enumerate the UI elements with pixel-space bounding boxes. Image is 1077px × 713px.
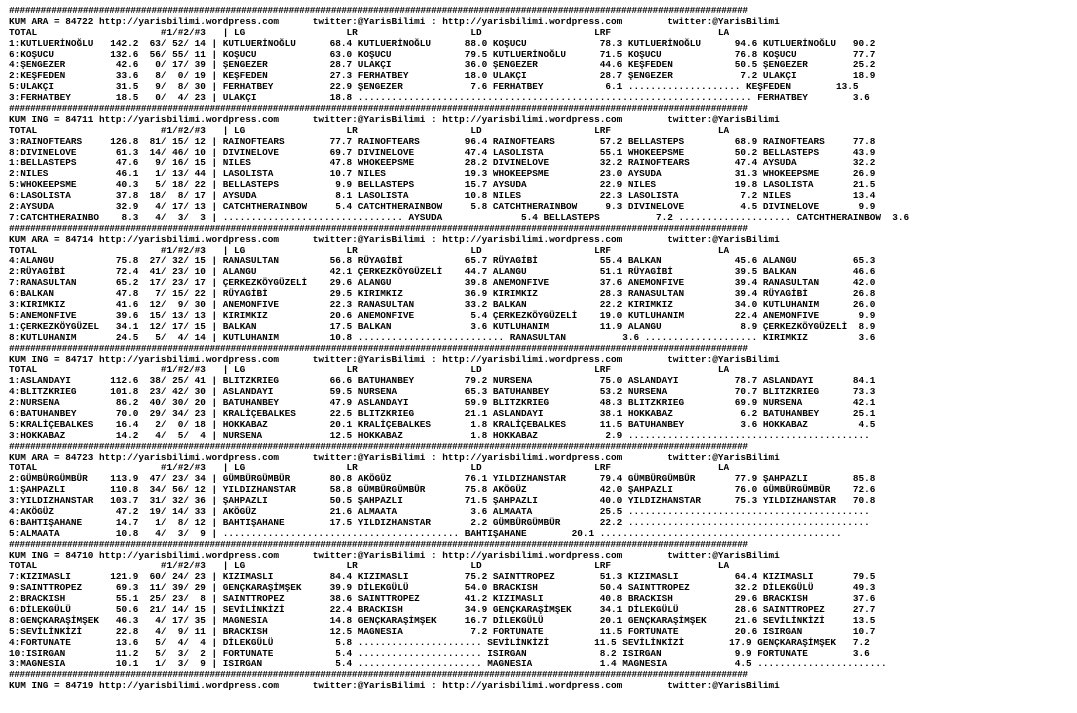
horse-row-line: 3:YILDIZHANSTAR 103.7 31/ 32/ 36 | ŞAHPAZLI 50.5 ŞAHPAZLI 71.5 ŞAHPAZLI 40.0 YILDIZHANSTAR 75.3 YILDIZHANSTAR 70.8 — [9, 495, 876, 507]
horse-row-line: 6:BALKAN 47.8 7/ 15/ 22 | RÜYAGİBİ 29.5 KIRIMKIZ 36.9 KIRIMKIZ 28.3 RANASULTAN 39.4 RÜYAGİBİ 26.8 — [9, 288, 876, 300]
horse-row-line: 2:KEŞFEDEN 33.6 8/ 0/ 19 | KEŞFEDEN 27.3 FERHATBEY 18.0 ULAKÇI 28.7 ŞENGEZER 7.2 ULAKÇI 18.9 — [9, 70, 876, 82]
horse-row-line: 9:SAINTTROPEZ 69.3 11/ 39/ 29 | GENÇKARAŞİMŞEK 39.9 DİLEKGÜLÜ 54.0 BRACKISH 50.4 SAINTTROPEZ 32.2 DİLEKGÜLÜ 49.3 — [9, 582, 876, 594]
horse-row-line: 1:ÇERKEZKÖYGÜZEL 34.1 12/ 17/ 15 | BALKAN 17.5 BALKAN 3.6 KUTLUHANIM 11.9 ALANGU 8.9 ÇERKEZKÖYGÜZELİ 8.9 — [9, 320, 876, 332]
horse-row-line: 3:FERHATBEY 18.5 0/ 4/ 23 | ULAKÇI 18.8 ...................................................................... FERHATBEY 3.6 — [9, 92, 870, 104]
horse-row-line: 5:ALMAATA 10.8 4/ 3/ 9 | .......................................... BAHTIŞAHANE 20.1 ........................................... — [9, 527, 842, 539]
horse-row-line: 10:ISIRGAN 11.2 5/ 3/ 2 | FORTUNATE 5.4 ...................... ISIRGAN 8.2 ISIRGAN 9.9 FORTUNATE 3.6 — [9, 647, 870, 659]
horse-row-line: 2:NILES 46.1 1/ 13/ 44 | LASOLISTA 10.7 NILES 19.3 WHOKEEPSME 23.0 AYSUDA 31.3 WHOKEEPSME 26.9 — [9, 168, 876, 180]
horse-row-line: 1:KUTLUERİNOĞLU 142.2 63/ 52/ 14 | KUTLUERİNOĞLU 68.4 KUTLUERİNOĞLU 88.0 KOŞUCU 78.3 KUTLUERİNOĞLU 94.6 KUTLUERİNOĞLU 90.2 — [9, 37, 876, 49]
race-header-line: KUM ING = 84717 http://yarisbilimi.wordpress.com twitter:@YarisBilimi : http://yarisbilimi.wordpress.com twitter:@YarisBilimi — [9, 353, 780, 365]
horse-row-line: 6:KOŞUCU 132.6 56/ 55/ 11 | KOŞUCU 63.0 KOŞUCU 79.5 KUTLUERİNOĞLU 71.5 KOŞUCU 76.8 KOŞUCU 77.7 — [9, 48, 876, 60]
race-header-line: KUM ING = 84710 http://yarisbilimi.wordpress.com twitter:@YarisBilimi : http://yarisbilimi.wordpress.com twitter:@YarisBilimi — [9, 549, 780, 561]
horse-row-line: 1:ASLANDAYI 112.6 38/ 25/ 41 | BLITZKRIEG 66.6 BATUHANBEY 79.2 NURSENA 75.0 ASLANDAYI 78.7 ASLANDAYI 84.1 — [9, 375, 876, 387]
horse-row-line: 8:GENÇKARAŞİMŞEK 46.3 4/ 17/ 35 | MAGNESIA 14.8 GENÇKARAŞİMŞEK 16.7 DİLEKGÜLÜ 20.1 GENÇKARAŞİMŞEK 21.6 SEVİLİNKİZİ 13.5 — [9, 614, 876, 626]
race-header-line: KUM ARA = 84714 http://yarisbilimi.wordpress.com twitter:@YarisBilimi : http://yarisbilimi.wordpress.com twitter:@YarisBilimi — [9, 233, 780, 245]
horse-row-line: 2:AYSUDA 32.9 4/ 17/ 13 | CATCHTHERAINBOW 5.4 CATCHTHERAINBOW 5.8 CATCHTHERAINBOW 9.3 DIVINELOVE 4.5 DIVINELOVE 9.9 — [9, 201, 876, 213]
separator-line: ############################################################################################################################################ — [9, 538, 748, 550]
horse-row-line: 4:FORTUNATE 13.6 5/ 4/ 4 | DİLEKGÜLÜ 5.8 ...................... SEVİLİNKİZİ 11.5 SEVİLİNKİZİ 17.9 GENÇKARAŞİMŞEK 7.2 — [9, 636, 870, 648]
horse-row-line: 1:ŞAHPAZLI 110.8 34/ 56/ 12 | YILDIZHANSTAR 58.8 GÜMBÜRGÜMBÜR 75.8 AKÖGÜZ 42.0 ŞAHPAZLI 76.0 GÜMBÜRGÜMBÜR 72.6 — [9, 484, 876, 496]
horse-row-line: 7:RANASULTAN 65.2 17/ 23/ 17 | ÇERKEZKÖYGÜZELİ 29.6 ALANGU 39.8 ANEMONFIVE 37.6 ANEMONFIVE 39.4 RANASULTAN 42.0 — [9, 277, 876, 289]
separator-line: ############################################################################################################################################ — [9, 103, 748, 115]
horse-row-line: 2:GÜMBÜRGÜMBÜR 113.9 47/ 23/ 34 | GÜMBÜRGÜMBÜR 80.8 AKÖGÜZ 76.1 YILDIZHANSTAR 79.4 GÜMBÜRGÜMBÜR 77.9 ŞAHPAZLI 85.8 — [9, 473, 876, 485]
horse-row-line: 3:MAGNESIA 10.1 1/ 3/ 9 | ISIRGAN 5.4 ...................... MAGNESIA 1.4 MAGNESIA 4.5 ....................... — [9, 658, 887, 670]
horse-row-line: 8:DIVINELOVE 61.3 14/ 46/ 10 | DIVINELOVE 69.7 DIVINELOVE 47.4 LASOLISTA 55.1 WHOKEEPSME 50.2 BELLASTEPS 43.9 — [9, 146, 876, 158]
horse-row-line: 3:KIRIMKIZ 41.6 12/ 9/ 30 | ANEMONFIVE 22.3 RANASULTAN 33.2 BALKAN 22.2 KIRIMKIZ 34.0 KUTLUHANIM 26.0 — [9, 299, 876, 311]
separator-line: ############################################################################################################################################ — [9, 5, 748, 16]
race-header-line: KUM ING = 84719 http://yarisbilimi.wordpress.com twitter:@YarisBilimi : http://yarisbilimi.wordpress.com twitter:@YarisBilimi — [9, 680, 780, 692]
horse-row-line: 5:ULAKÇI 31.5 9/ 8/ 30 | FERHATBEY 22.9 ŞENGEZER 7.6 FERHATBEY 6.1 .................... KEŞFEDEN 13.5 — [9, 81, 859, 93]
column-header-line: TOTAL #1/#2/#3 | LG LR LD LRF LA — [9, 462, 730, 474]
horse-row-line: 2:NURSENA 86.2 40/ 30/ 20 | BATUHANBEY 47.9 ASLANDAYI 59.9 BLITZKRIEG 48.3 BLITZKRIEG 69.9 NURSENA 42.1 — [9, 397, 876, 409]
column-header-line: TOTAL #1/#2/#3 | LG LR LD LRF LA — [9, 244, 730, 256]
horse-row-line: 5:SEVİLİNKİZİ 22.8 4/ 9/ 11 | BRACKISH 12.5 MAGNESIA 7.2 FORTUNATE 11.5 FORTUNATE 20.6 ISIRGAN 10.7 — [9, 625, 876, 637]
horse-row-line: 3:HOKKABAZ 14.2 4/ 5/ 4 | NURSENA 12.5 HOKKABAZ 1.8 HOKKABAZ 2.9 ........................................... — [9, 429, 870, 441]
horse-row-line: 5:WHOKEEPSME 40.3 5/ 18/ 22 | BELLASTEPS 9.9 BELLASTEPS 15.7 AYSUDA 22.9 NILES 19.8 LASOLISTA 21.5 — [9, 179, 876, 191]
horse-row-line: 7:KIZIMASLI 121.9 60/ 24/ 23 | KIZIMASLI 84.4 KIZIMASLI 75.2 SAINTTROPEZ 51.3 KIZIMASLI 64.4 KIZIMASLI 79.5 — [9, 571, 876, 583]
separator-line: ############################################################################################################################################ — [9, 222, 748, 234]
race-header-line: KUM ARA = 84723 http://yarisbilimi.wordpress.com twitter:@YarisBilimi : http://yarisbilimi.wordpress.com twitter:@YarisBilimi — [9, 451, 780, 463]
horse-row-line: 6:BAHTIŞAHANE 14.7 1/ 8/ 12 | BAHTIŞAHANE 17.5 YILDIZHANSTAR 2.2 GÜMBÜRGÜMBÜR 22.2 ........................................... — [9, 516, 870, 528]
horse-row-line: 2:RÜYAGİBİ 72.4 41/ 23/ 10 | ALANGU 42.1 ÇERKEZKÖYGÜZELİ 44.7 ALANGU 51.1 RÜYAGİBİ 39.5 BALKAN 46.6 — [9, 266, 876, 278]
separator-line: ############################################################################################################################################ — [9, 669, 748, 681]
race-header-line: KUM ING = 84711 http://yarisbilimi.wordpress.com twitter:@YarisBilimi : http://yarisbilimi.wordpress.com twitter:@YarisBilimi — [9, 113, 780, 125]
horse-row-line: 4:ALANGU 75.8 27/ 32/ 15 | RANASULTAN 56.8 RÜYAGİBİ 65.7 RÜYAGİBİ 55.4 BALKAN 45.6 ALANGU 65.3 — [9, 255, 876, 267]
horse-row-line: 7:CATCHTHERAINBO 8.3 4/ 3/ 3 | ................................ AYSUDA 5.4 BELLASTEPS 7.2 .................... CATCHTHERAINBOW 3.6 — [9, 211, 910, 223]
horse-row-line: 4:ŞENGEZER 42.6 0/ 17/ 39 | ŞENGEZER 28.7 ULAKÇI 36.0 ŞENGEZER 44.6 KEŞFEDEN 50.5 ŞENGEZER 25.2 — [9, 59, 876, 71]
horse-row-line: 1:BELLASTEPS 47.6 9/ 16/ 15 | NILES 47.8 WHOKEEPSME 28.2 DIVINELOVE 32.2 RAINOFTEARS 47.4 AYSUDA 32.2 — [9, 157, 876, 169]
horse-row-line: 3:RAINOFTEARS 126.8 81/ 15/ 12 | RAINOFTEARS 77.7 RAINOFTEARS 96.4 RAINOFTEARS 57.2 BELLASTEPS 68.9 RAINOFTEARS 77.8 — [9, 135, 876, 147]
horse-row-line: 8:KUTLUHANIM 24.5 5/ 4/ 14 | KUTLUHANIM 10.8 .......................... RANASULTAN 3.6 .................... KIRIMKIZ 3.6 — [9, 331, 876, 343]
separator-line: ############################################################################################################################################ — [9, 342, 748, 354]
horse-row-line: 6:BATUHANBEY 70.0 29/ 34/ 23 | KRALİÇEBALKES 22.5 BLITZKRIEG 21.1 ASLANDAYI 38.1 HOKKABAZ 6.2 BATUHANBEY 25.1 — [9, 407, 876, 419]
separator-line: ############################################################################################################################################ — [9, 440, 748, 452]
race-header-line: KUM ARA = 84722 http://yarisbilimi.wordpress.com twitter:@YarisBilimi : http://yarisbilimi.wordpress.com twitter:@YarisBilimi — [9, 15, 780, 27]
horse-row-line: 5:KRALİÇEBALKES 16.4 2/ 0/ 18 | HOKKABAZ 20.1 KRALİÇEBALKES 1.8 KRALİÇEBALKES 11.5 BATUHANBEY 3.6 HOKKABAZ 4.5 — [9, 418, 876, 430]
column-header-line: TOTAL #1/#2/#3 | LG LR LD LRF LA — [9, 364, 730, 376]
horse-row-line: 5:ANEMONFIVE 39.6 15/ 13/ 13 | KIRIMKIZ 20.6 ANEMONFIVE 5.4 ÇERKEZKÖYGÜZELİ 19.0 KUTLUHANIM 22.4 ANEMONFIVE 9.9 — [9, 309, 876, 321]
column-header-line: TOTAL #1/#2/#3 | LG LR LD LRF LA — [9, 124, 730, 136]
horse-row-line: 4:BLITZKRIEG 101.8 23/ 42/ 30 | ASLANDAYI 59.5 NURSENA 65.3 BATUHANBEY 53.2 NURSENA 70.7 BLITZKRIEG 73.3 — [9, 386, 876, 398]
horse-row-line: 6:DİLEKGÜLÜ 50.6 21/ 14/ 15 | SEVİLİNKİZİ 22.4 BRACKISH 34.9 GENÇKARAŞİMŞEK 34.1 DİLEKGÜLÜ 28.6 SAINTTROPEZ 27.7 — [9, 603, 876, 615]
horse-row-line: 4:AKÖGÜZ 47.2 19/ 14/ 33 | AKÖGÜZ 21.6 ALMAATA 3.6 ALMAATA 25.5 ........................................... — [9, 505, 870, 517]
column-header-line: TOTAL #1/#2/#3 | LG LR LD LRF LA — [9, 26, 730, 38]
horse-row-line: 2:BRACKISH 55.1 25/ 23/ 8 | SAINTTROPEZ 38.6 SAINTTROPEZ 41.2 KIZIMASLI 40.8 BRACKISH 29.6 BRACKISH 37.6 — [9, 593, 876, 605]
horse-row-line: 6:LASOLISTA 37.8 18/ 8/ 17 | AYSUDA 8.1 LASOLISTA 10.8 NILES 22.3 LASOLISTA 7.2 NILES 13.4 — [9, 190, 876, 202]
column-header-line: TOTAL #1/#2/#3 | LG LR LD LRF LA — [9, 560, 730, 572]
